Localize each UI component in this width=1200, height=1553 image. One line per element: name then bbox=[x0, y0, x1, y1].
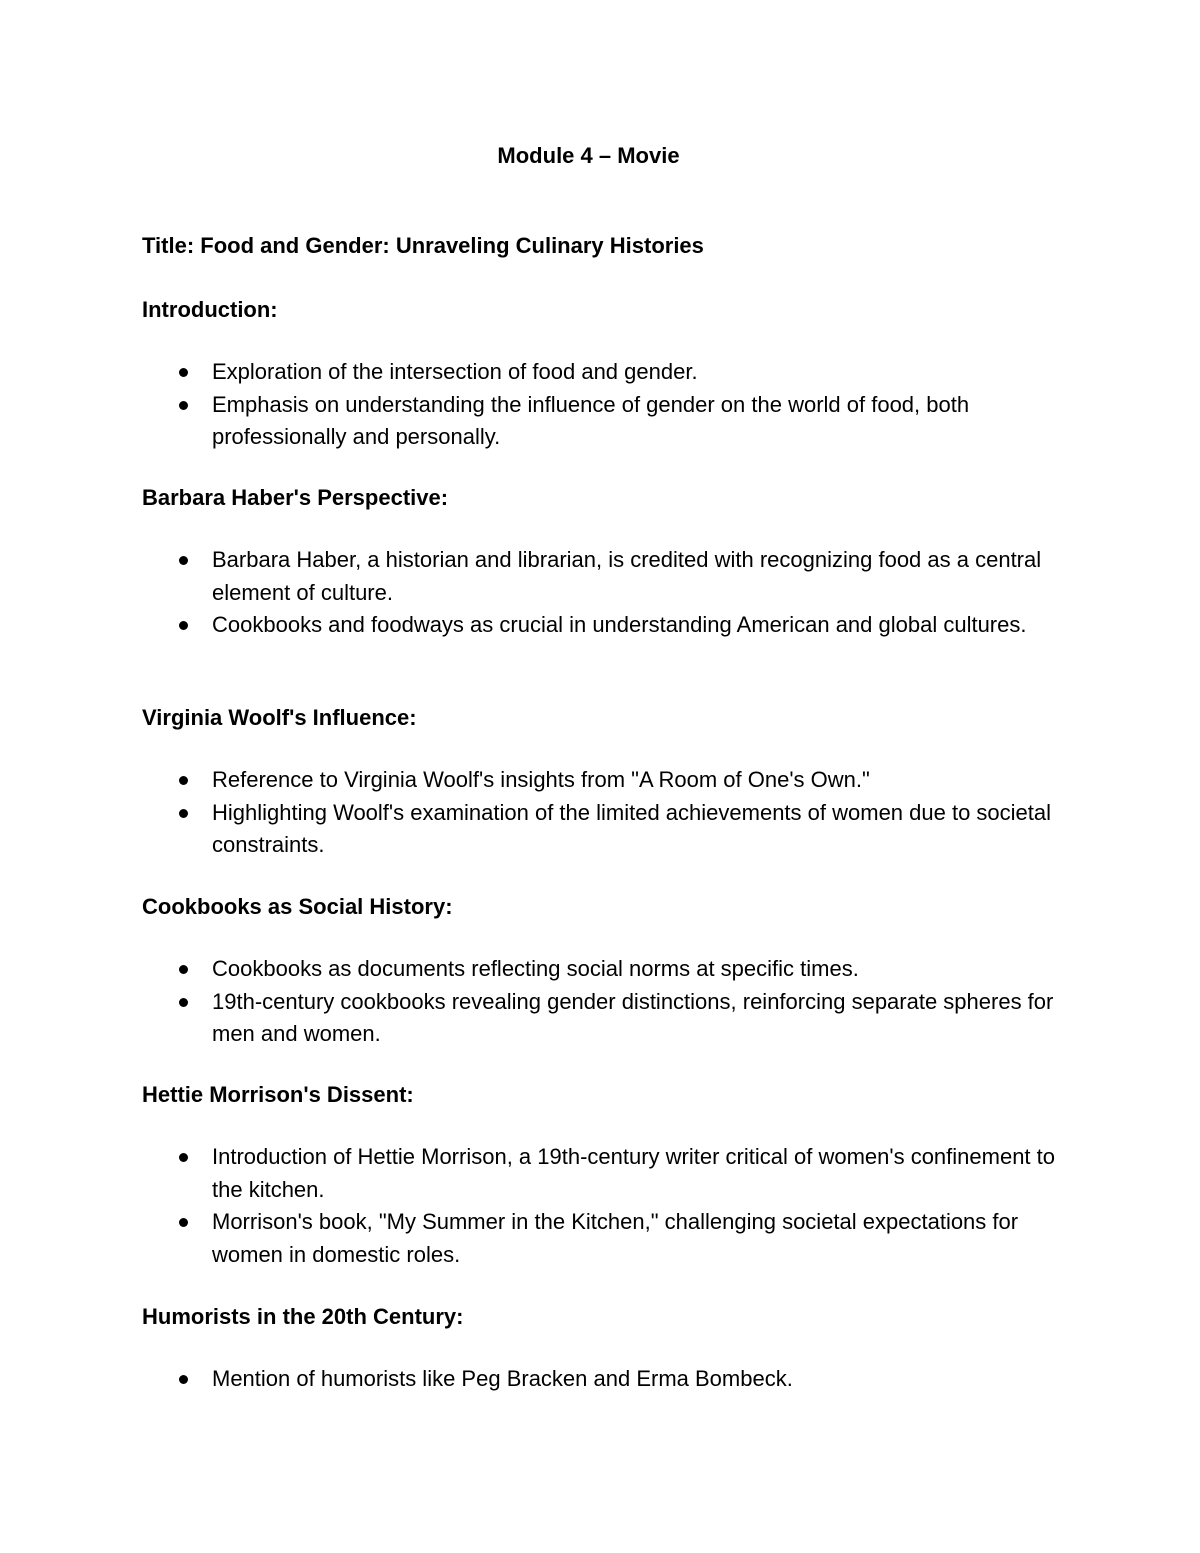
bullet-item bbox=[142, 389, 1062, 454]
module-heading: Module 4 – Movie bbox=[497, 143, 680, 168]
bullet-text: 19th-century cookbooks revealing gender distinctions, reinforcing separate spheres for men and women. bbox=[212, 988, 1054, 1046]
bullet-list bbox=[142, 1363, 1062, 1396]
section-heading: Barbara Haber's Perspective: bbox=[142, 485, 449, 510]
bullet-dot-icon bbox=[179, 621, 188, 630]
bullet-dot-icon bbox=[179, 1375, 188, 1384]
bullet-dot-icon bbox=[179, 401, 188, 410]
bullet-list bbox=[142, 544, 1062, 642]
bullet-item bbox=[142, 953, 1062, 986]
bullet-dot-icon bbox=[179, 1153, 188, 1162]
bullet-item bbox=[142, 544, 1062, 609]
bullet-dot-icon bbox=[179, 1218, 188, 1227]
bullet-item bbox=[142, 356, 1062, 389]
bullet-item bbox=[142, 609, 1062, 642]
section-barbara-haber bbox=[142, 482, 1062, 642]
section-introduction bbox=[142, 294, 1062, 454]
bullet-text: Introduction of Hettie Morrison, a 19th-century writer critical of women's confinement to the kitchen. bbox=[212, 1144, 1056, 1202]
bullet-dot-icon bbox=[179, 998, 188, 1007]
bullet-text: Mention of humorists like Peg Bracken and Erma Bombeck. bbox=[212, 1366, 793, 1391]
section-humorists bbox=[142, 1301, 1062, 1396]
bullet-text: Exploration of the intersection of food and gender. bbox=[212, 359, 698, 384]
section-virginia-woolf bbox=[142, 702, 1062, 862]
bullet-text: Barbara Haber, a historian and librarian, is credited with recognizing food as a central element of culture. bbox=[212, 547, 1042, 605]
bullet-text: Cookbooks and foodways as crucial in understanding American and global cultures. bbox=[212, 612, 1027, 637]
section-hettie-morrison bbox=[142, 1079, 1062, 1271]
bullet-dot-icon bbox=[179, 776, 188, 785]
bullet-item bbox=[142, 1363, 1062, 1396]
bullet-item bbox=[142, 1141, 1062, 1206]
bullet-list bbox=[142, 1141, 1062, 1271]
section-heading: Humorists in the 20th Century: bbox=[142, 1304, 464, 1329]
bullet-list bbox=[142, 764, 1062, 862]
section-heading: Hettie Morrison's Dissent: bbox=[142, 1082, 414, 1107]
bullet-dot-icon bbox=[179, 556, 188, 565]
bullet-item bbox=[142, 986, 1062, 1051]
bullet-dot-icon bbox=[179, 965, 188, 974]
section-heading: Introduction: bbox=[142, 297, 278, 322]
section-cookbooks-social-history bbox=[142, 891, 1062, 1051]
bullet-item bbox=[142, 1206, 1062, 1271]
bullet-dot-icon bbox=[179, 809, 188, 818]
section-heading: Virginia Woolf's Influence: bbox=[142, 705, 417, 730]
bullet-text: Reference to Virginia Woolf's insights from "A Room of One's Own." bbox=[212, 767, 870, 792]
bullet-dot-icon bbox=[179, 368, 188, 377]
bullet-text: Emphasis on understanding the influence of gender on the world of food, both professionally and personally. bbox=[212, 391, 970, 449]
bullet-list bbox=[142, 953, 1062, 1051]
bullet-text: Cookbooks as documents reflecting social norms at specific times. bbox=[212, 956, 859, 981]
section-heading: Cookbooks as Social History: bbox=[142, 894, 453, 919]
bullet-text: Morrison's book, "My Summer in the Kitchen," challenging societal expectations for women in domestic roles. bbox=[212, 1209, 1019, 1267]
document-title: Title: Food and Gender: Unraveling Culinary Histories bbox=[142, 233, 704, 258]
bullet-item bbox=[142, 764, 1062, 797]
bullet-text: Highlighting Woolf's examination of the limited achievements of women due to societal constraints. bbox=[212, 799, 1052, 857]
bullet-item bbox=[142, 797, 1062, 862]
bullet-list bbox=[142, 356, 1062, 454]
